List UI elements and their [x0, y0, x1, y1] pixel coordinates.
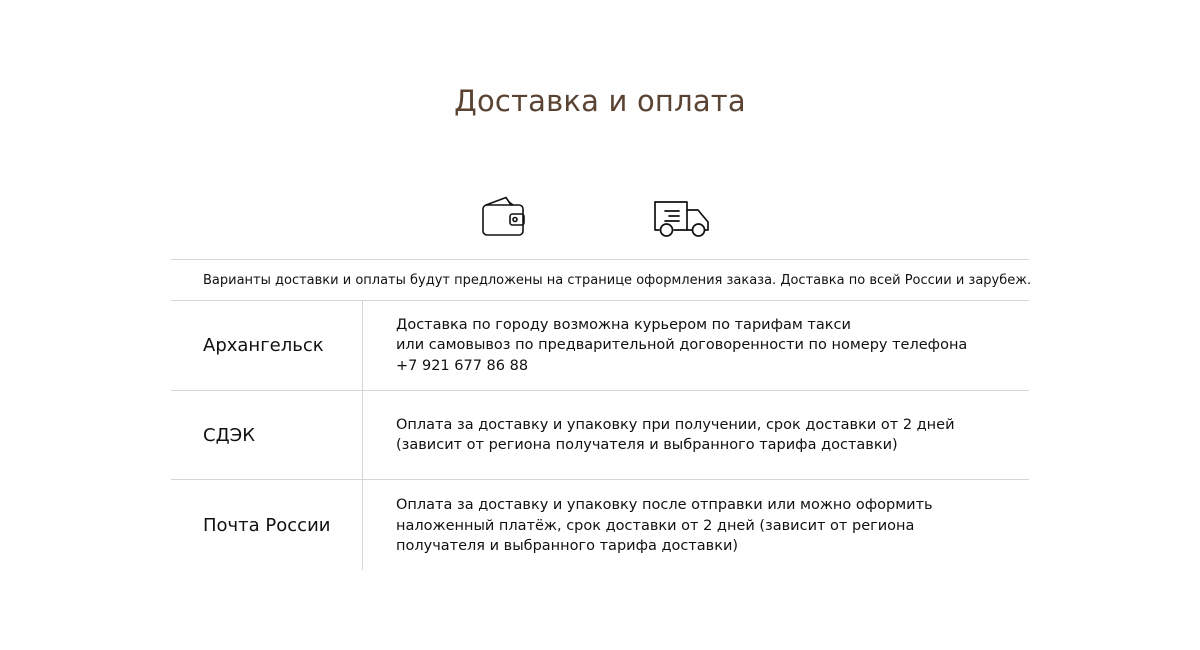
description-line: получателя и выбранного тарифа доставки) — [396, 538, 739, 555]
delivery-intro-text: Варианты доставки и оплаты будут предложены на странице оформления заказа. Доставка по всей России и зарубеж. — [171, 260, 1029, 301]
description-line: +7 921 677 86 88 — [396, 357, 529, 374]
page-title: Доставка и оплата — [454, 84, 746, 118]
description-line: наложенный платёж, срок доставки от 2 дней (зависит от региона — [396, 517, 915, 534]
delivery-table — [171, 259, 1032, 570]
truck-icon — [653, 200, 711, 238]
description-line: или самовывоз по предварительной договоренности по номеру телефона — [396, 337, 968, 354]
description-line: Доставка по городу возможна курьером по тарифам такси — [396, 316, 851, 333]
description-line: (зависит от региона получателя и выбранного тарифа доставки) — [396, 437, 898, 453]
icons-row — [0, 196, 1200, 240]
wallet-icon — [480, 196, 528, 240]
region-description — [363, 391, 955, 479]
region-name: Почта России — [171, 480, 363, 570]
region-description — [363, 301, 967, 390]
region-description — [363, 480, 933, 570]
table-row — [171, 301, 1029, 391]
description-line: Оплата за доставку и упаковку после отправки или можно оформить — [396, 497, 933, 514]
region-name: СДЭК — [171, 391, 363, 479]
table-row — [171, 480, 1029, 570]
description-line: Оплата за доставку и упаковку при получении, срок доставки от 2 дней — [396, 416, 955, 433]
region-name: Архангельск — [171, 301, 363, 390]
table-row — [171, 391, 1029, 480]
